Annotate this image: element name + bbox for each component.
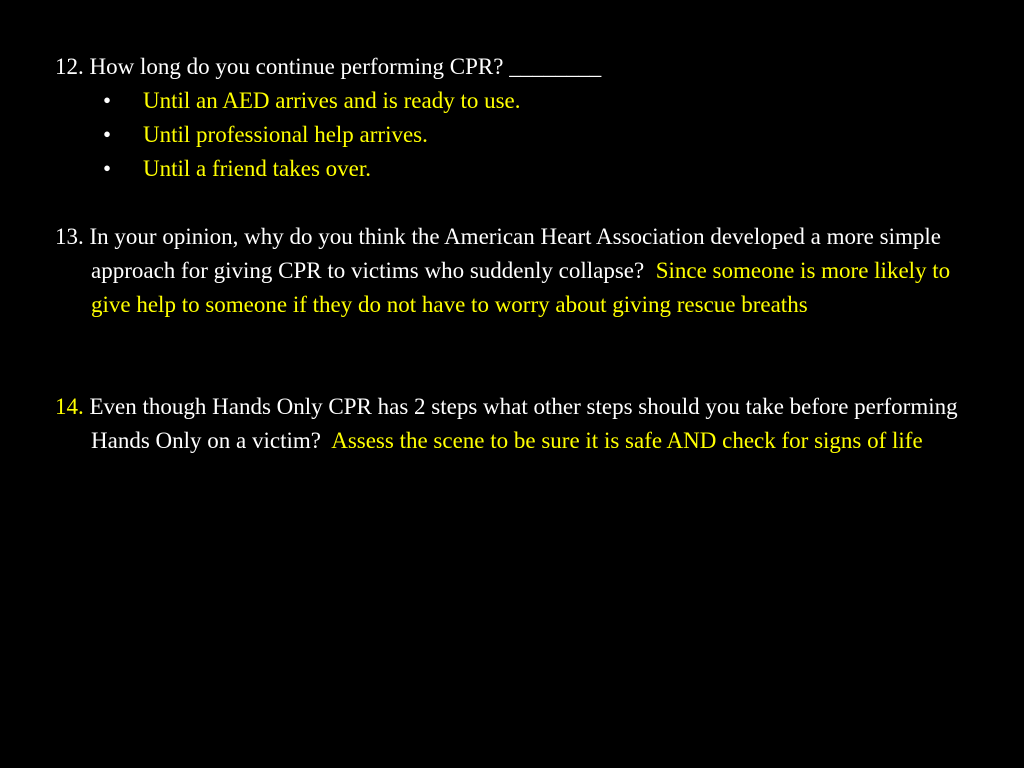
answer-option-2: Until professional help arrives. (143, 122, 428, 147)
question-13-answer: Since someone is more likely to give help to someone if they do not have to worry about giving rescue breaths (91, 258, 951, 317)
answer-option-1: Until an AED arrives and is ready to use. (143, 88, 521, 113)
question-13 (55, 220, 975, 322)
bullet-icon: • (103, 156, 112, 181)
question-14-prompt: Even though Hands Only CPR has 2 steps what other steps should you take before performing Hands Only on a victim? (89, 394, 958, 453)
question-13-prompt: 13. In your opinion, why do you think the American Heart Association developed a more simple approach for giving CPR to victims who suddenly collapse? (55, 224, 941, 283)
bullet-icon: • (103, 88, 112, 113)
answer-option-3: Until a friend takes over. (143, 156, 372, 181)
question-12-prompt: 12. How long do you continue performing CPR? ________ (55, 54, 602, 79)
bullet-icon: • (103, 122, 112, 147)
question-14 (55, 390, 975, 458)
question-14-answer: Assess the scene to be sure it is safe AND check for signs of life (331, 428, 923, 453)
question-14-number: 14. (55, 394, 84, 419)
